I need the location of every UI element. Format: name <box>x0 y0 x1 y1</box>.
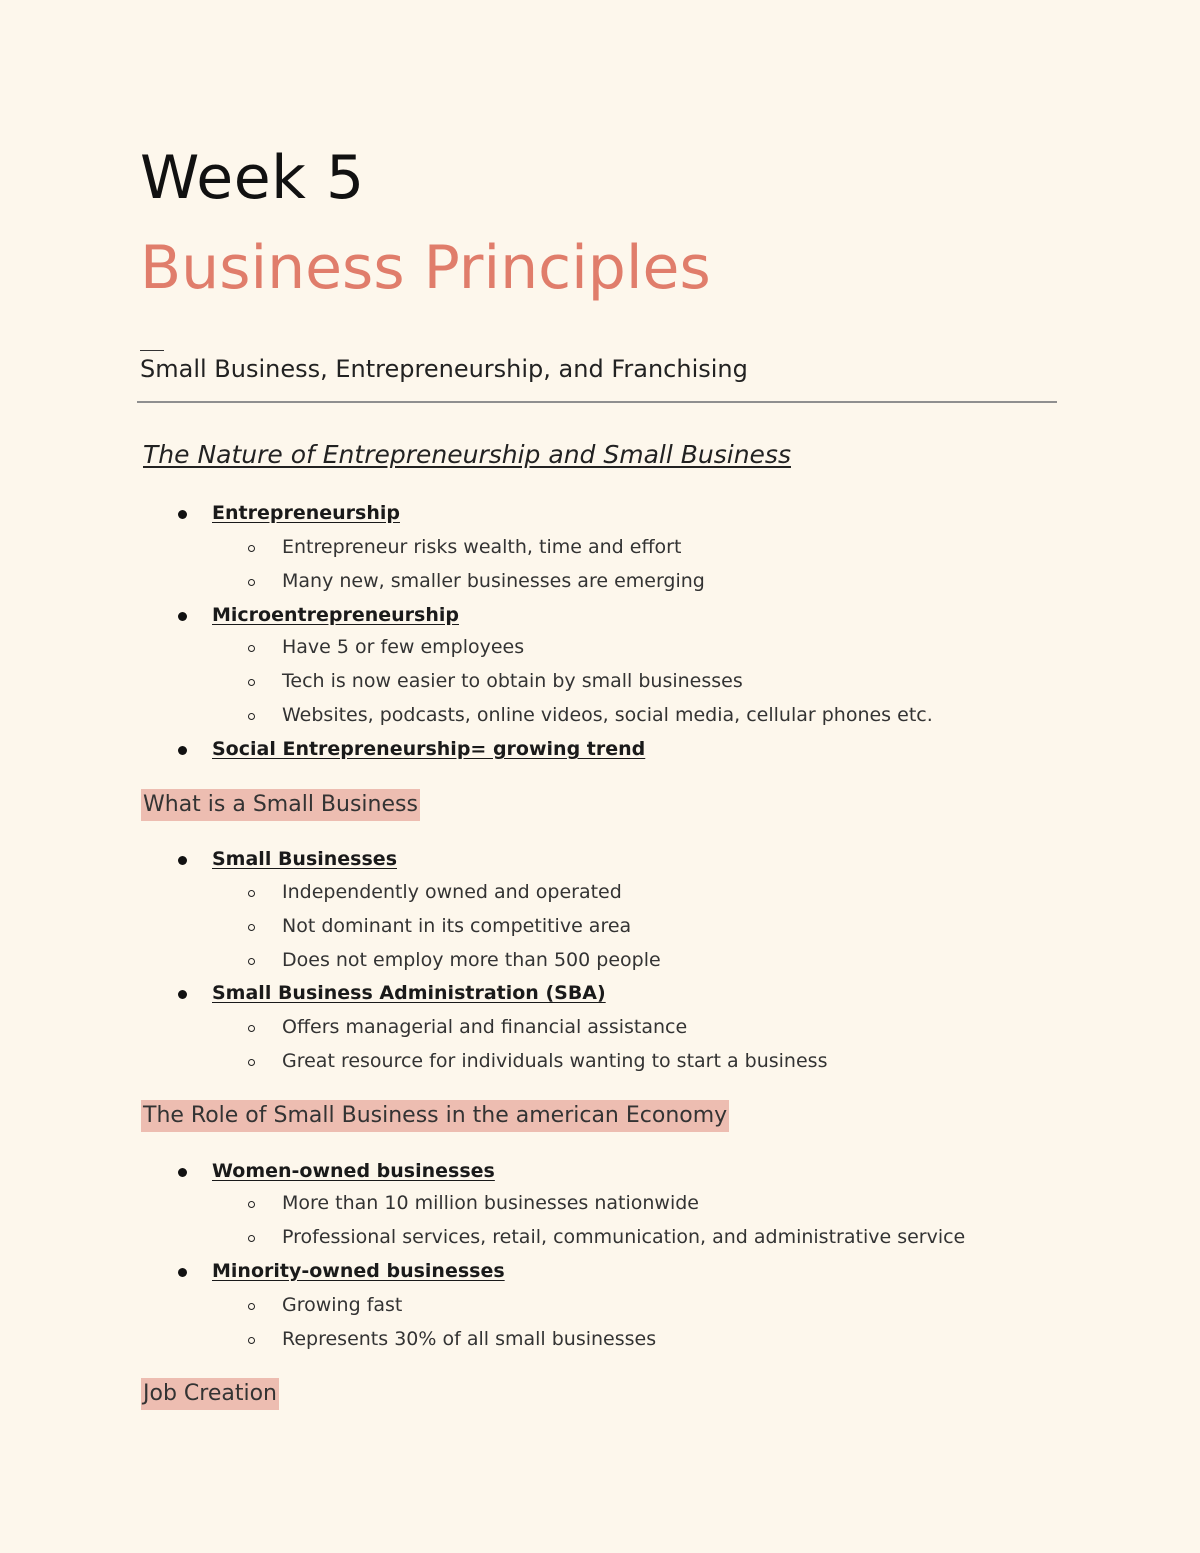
circle-bullet-icon <box>248 1059 255 1066</box>
sub-item: Many new, smaller businesses are emerging <box>282 570 705 592</box>
sub-item: Tech is now easier to obtain by small businesses <box>282 670 743 692</box>
circle-bullet-icon <box>248 924 255 931</box>
section-heading-small-business: What is a Small Business <box>141 789 420 821</box>
bullet-icon <box>178 856 187 865</box>
list-item-small-businesses: Small Businesses <box>212 848 397 870</box>
section-heading-job-creation: Job Creation <box>141 1378 279 1410</box>
circle-bullet-icon <box>248 1235 255 1242</box>
circle-bullet-icon <box>248 679 255 686</box>
sub-item: Represents 30% of all small businesses <box>282 1328 657 1350</box>
list-item-social-entrepreneurship: Social Entrepreneurship= growing trend <box>212 738 646 760</box>
sub-item: Independently owned and operated <box>282 881 622 903</box>
circle-bullet-icon <box>248 1025 255 1032</box>
bullet-icon <box>178 510 187 519</box>
horizontal-rule <box>137 401 1057 403</box>
sub-item: Websites, podcasts, online videos, social media, cellular phones etc. <box>282 704 933 726</box>
short-divider <box>140 350 164 351</box>
section-heading-role: The Role of Small Business in the american Economy <box>141 1100 729 1132</box>
section-heading-nature: The Nature of Entrepreneurship and Small Business <box>143 440 791 469</box>
sub-item: Great resource for individuals wanting to start a business <box>282 1050 828 1072</box>
sub-item: Offers managerial and financial assistance <box>282 1016 688 1038</box>
circle-bullet-icon <box>248 645 255 652</box>
circle-bullet-icon <box>248 1303 255 1310</box>
circle-bullet-icon <box>248 890 255 897</box>
circle-bullet-icon <box>248 958 255 965</box>
sub-item: Does not employ more than 500 people <box>282 949 661 971</box>
bullet-icon <box>178 746 187 755</box>
bullet-icon <box>178 612 187 621</box>
sub-item: Entrepreneur risks wealth, time and effort <box>282 536 682 558</box>
circle-bullet-icon <box>248 579 255 586</box>
circle-bullet-icon <box>248 1201 255 1208</box>
circle-bullet-icon <box>248 713 255 720</box>
circle-bullet-icon <box>248 1337 255 1344</box>
list-item-sba: Small Business Administration (SBA) <box>212 982 606 1004</box>
list-item-women-owned: Women-owned businesses <box>212 1160 495 1182</box>
list-item-entrepreneurship: Entrepreneurship <box>212 502 400 524</box>
sub-item: Growing fast <box>282 1294 403 1316</box>
sub-item: Not dominant in its competitive area <box>282 915 632 937</box>
bullet-icon <box>178 990 187 999</box>
page-subtitle: Small Business, Entrepreneurship, and Franchising <box>140 355 748 383</box>
sub-item: Have 5 or few employees <box>282 636 525 658</box>
sub-item: More than 10 million businesses nationwide <box>282 1192 699 1214</box>
bullet-icon <box>178 1168 187 1177</box>
list-item-microentrepreneurship: Microentrepreneurship <box>212 604 459 626</box>
circle-bullet-icon <box>248 545 255 552</box>
list-item-minority-owned: Minority-owned businesses <box>212 1260 505 1282</box>
week-label: Week 5 <box>140 143 365 213</box>
page-title: Business Principles <box>140 233 711 303</box>
bullet-icon <box>178 1268 187 1277</box>
sub-item: Professional services, retail, communication, and administrative service <box>282 1226 966 1248</box>
